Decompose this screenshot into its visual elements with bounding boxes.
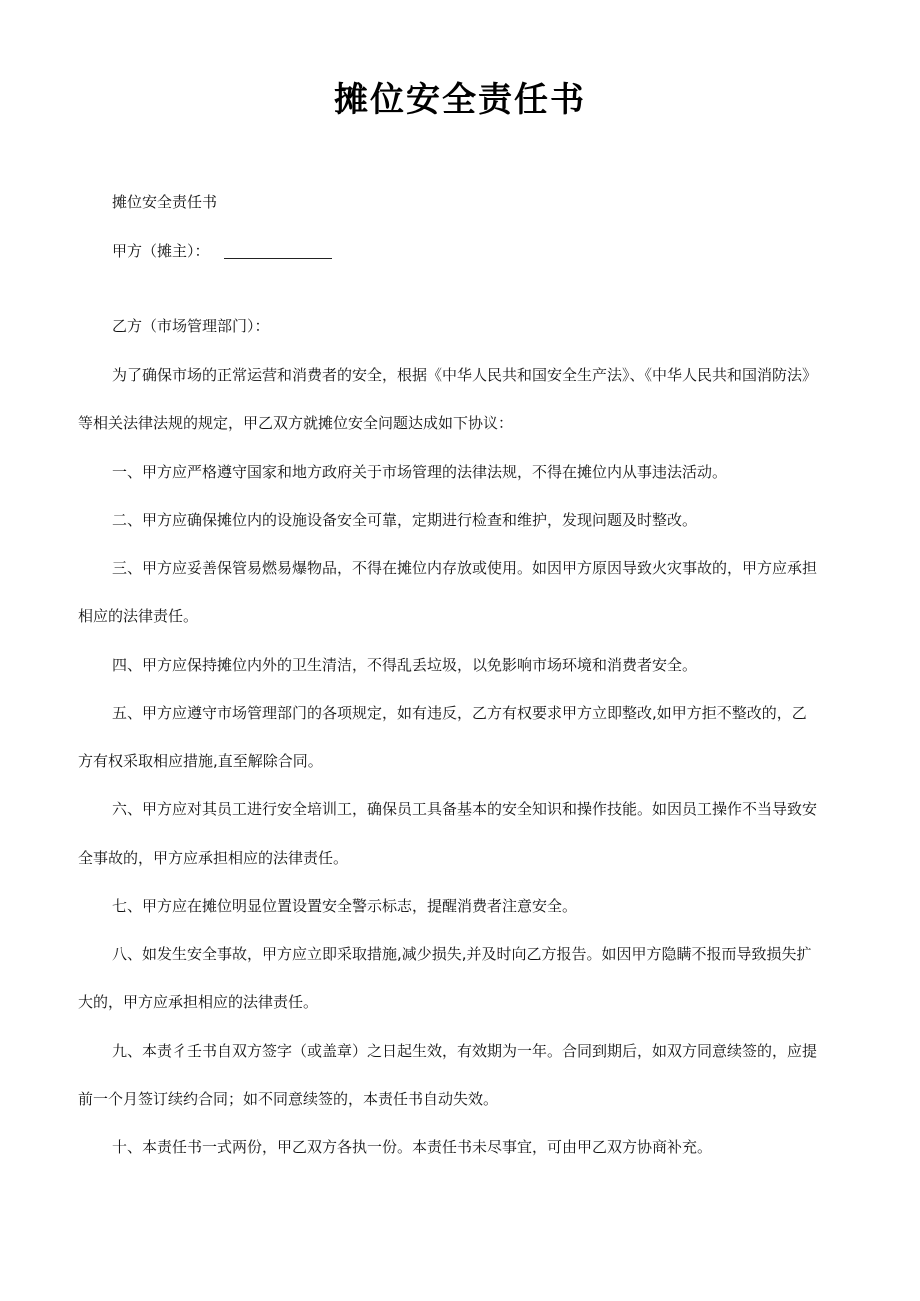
clause-8-line-2: 大的，甲方应承担相应的法律责任。: [78, 993, 319, 1011]
clause-3-line-1: 三、甲方应妥善保管易燃易爆物品，不得在摊位内存放或使用。如因甲方原因导致火灾事故的，甲方应承担: [112, 559, 818, 577]
intro-line-2: 等相关法律法规的规定，甲乙双方就摊位安全问题达成如下协议：: [78, 414, 514, 432]
clause-10: 十、本责任书一式两份，甲乙双方各执一份。本责任书未尽事宜，可由甲乙双方协商补充。: [112, 1138, 713, 1156]
clause-9-line-2: 前一个月签订续约合同；如不同意续签的，本责任书自动失效。: [78, 1090, 499, 1108]
clause-8-line-1: 八、如发生安全事故，甲方应立即采取措施,减少损失,并及时向乙方报告。如因甲方隐瞒不报而导致损失扩: [112, 945, 812, 963]
clause-2: 二、甲方应确保摊位内的设施设备安全可靠，定期进行检查和维护，发现问题及时整改。: [112, 511, 698, 529]
clause-1: 一、甲方应严格遵守国家和地方政府关于市场管理的法律法规，不得在摊位内从事违法活动。: [112, 463, 728, 481]
party-a-row: [112, 239, 840, 263]
clause-9-line-1: 九、本责彳壬书自双方签字（或盖章）之日起生效，有效期为一年。合同到期后，如双方同意续签的，应提: [112, 1042, 818, 1060]
intro-line-1: 为了确保市场的正常运营和消费者的安全，根据《中华人民共和国安全生产法》、《中华人民共和国消防法》: [112, 366, 818, 384]
clause-5-line-1: 五、甲方应遵守市场管理部门的各项规定，如有违反，乙方有权要求甲方立即整改,如甲方拒不整改的，乙: [112, 704, 807, 722]
clause-3-line-2: 相应的法律责任。: [78, 607, 199, 625]
document-subtitle: 摊位安全责任书: [112, 193, 218, 211]
clause-6-line-1: 六、甲方应对其员工进行安全培训工，确保员工具备基本的安全知识和操作技能。如因员工操作不当导致安: [112, 800, 818, 818]
clause-4: 四、甲方应保持摊位内外的卫生清洁，不得乱丢垃圾，以免影响市场环境和消费者安全。: [112, 656, 698, 674]
clause-6-line-2: 全事故的，甲方应承担相应的法律责任。: [78, 849, 349, 867]
party-a-label: 甲方（摊主）：: [112, 242, 210, 260]
document-title: 摊位安全责任书: [334, 80, 586, 120]
clause-7: 七、甲方应在摊位明显位置设置安全警示标志，提醒消费者注意安全。: [112, 897, 578, 915]
clause-5-line-2: 方有权采取相应措施,直至解除合同。: [78, 752, 323, 770]
party-a-blank-line: [224, 244, 332, 259]
party-b-label: 乙方（市场管理部门）：: [112, 317, 270, 335]
